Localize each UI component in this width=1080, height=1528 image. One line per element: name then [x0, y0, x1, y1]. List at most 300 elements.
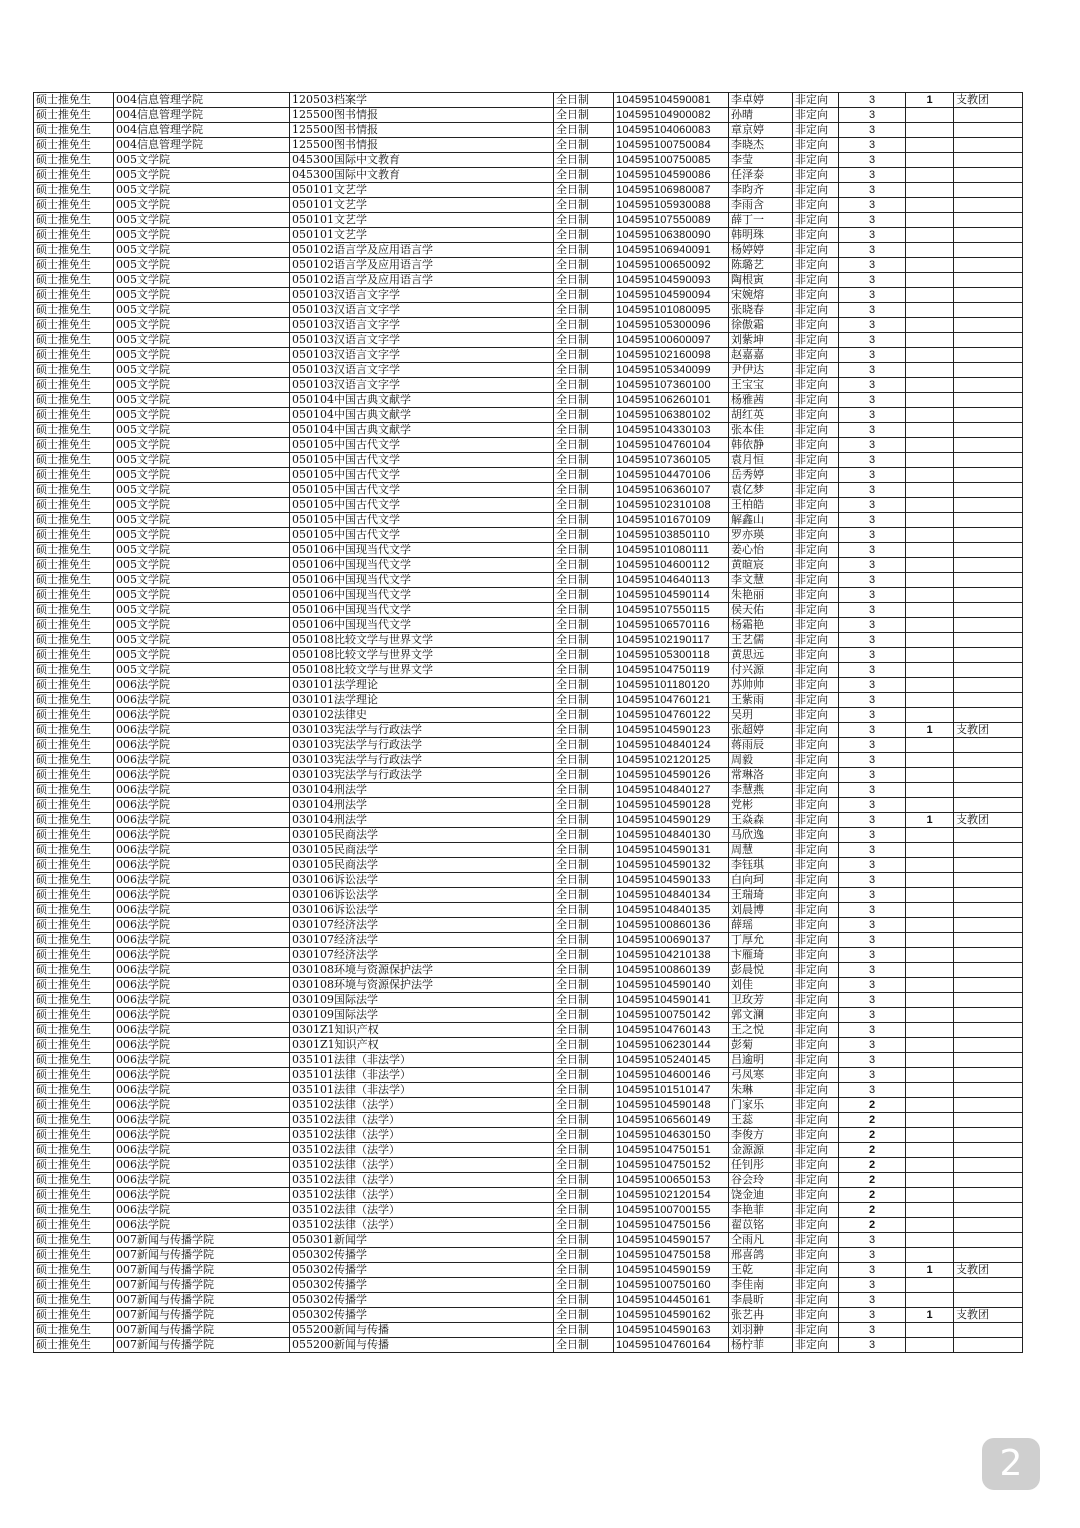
flag-cell	[906, 228, 954, 243]
major-cell: 050105中国古代文学	[290, 468, 554, 483]
study-mode-cell: 全日制	[554, 438, 614, 453]
major-cell: 035102法律（法学）	[290, 1098, 554, 1113]
student-id-cell: 104595100650153	[614, 1173, 729, 1188]
category-cell: 硕士推免生	[34, 1188, 114, 1203]
student-name-cell: 王之悦	[729, 1023, 793, 1038]
flag-cell	[906, 138, 954, 153]
study-mode-cell: 全日制	[554, 123, 614, 138]
college-cell: 006法学院	[114, 1023, 290, 1038]
student-name-cell: 王宝宝	[729, 378, 793, 393]
duration-cell: 2	[839, 1113, 906, 1128]
college-cell: 007新闻与传播学院	[114, 1263, 290, 1278]
college-cell: 007新闻与传播学院	[114, 1293, 290, 1308]
orientation-cell: 非定向	[793, 1338, 839, 1353]
table-row	[34, 633, 1023, 648]
remark-cell	[954, 468, 1023, 483]
student-id-cell: 104595100860139	[614, 963, 729, 978]
college-cell: 007新闻与传播学院	[114, 1233, 290, 1248]
study-mode-cell: 全日制	[554, 843, 614, 858]
major-cell: 050106中国现当代文学	[290, 618, 554, 633]
student-name-cell: 彭晨悦	[729, 963, 793, 978]
student-name-cell: 刘晨博	[729, 903, 793, 918]
orientation-cell: 非定向	[793, 438, 839, 453]
remark-cell	[954, 948, 1023, 963]
student-id-cell: 104595103850110	[614, 528, 729, 543]
flag-cell	[906, 123, 954, 138]
duration-cell: 3	[839, 708, 906, 723]
major-cell: 050106中国现当代文学	[290, 543, 554, 558]
major-cell: 050106中国现当代文学	[290, 603, 554, 618]
orientation-cell: 非定向	[793, 1278, 839, 1293]
study-mode-cell: 全日制	[554, 558, 614, 573]
student-name-cell: 金源源	[729, 1143, 793, 1158]
major-cell: 035102法律（法学）	[290, 1203, 554, 1218]
student-name-cell: 翟苡铭	[729, 1218, 793, 1233]
duration-cell: 2	[839, 1158, 906, 1173]
flag-cell	[906, 528, 954, 543]
table-row	[34, 1023, 1023, 1038]
college-cell: 005文学院	[114, 663, 290, 678]
remark-cell	[954, 1128, 1023, 1143]
duration-cell: 3	[839, 648, 906, 663]
major-cell: 030104刑法学	[290, 798, 554, 813]
student-id-cell: 104595106360107	[614, 483, 729, 498]
category-cell: 硕士推免生	[34, 1128, 114, 1143]
student-name-cell: 杨雅茜	[729, 393, 793, 408]
college-cell: 005文学院	[114, 543, 290, 558]
student-id-cell: 104595106570116	[614, 618, 729, 633]
duration-cell: 2	[839, 1203, 906, 1218]
major-cell: 030106诉讼法学	[290, 873, 554, 888]
remark-cell	[954, 1038, 1023, 1053]
category-cell: 硕士推免生	[34, 228, 114, 243]
college-cell: 006法学院	[114, 1038, 290, 1053]
orientation-cell: 非定向	[793, 828, 839, 843]
table-row	[34, 603, 1023, 618]
major-cell: 050103汉语言文字学	[290, 303, 554, 318]
student-id-cell: 104595105240145	[614, 1053, 729, 1068]
college-cell: 006法学院	[114, 708, 290, 723]
major-cell: 030107经济法学	[290, 918, 554, 933]
student-id-cell: 104595106230144	[614, 1038, 729, 1053]
major-cell: 030103宪法学与行政法学	[290, 723, 554, 738]
student-id-cell: 104595104590126	[614, 768, 729, 783]
student-name-cell: 常琳洛	[729, 768, 793, 783]
student-name-cell: 胡红英	[729, 408, 793, 423]
college-cell: 006法学院	[114, 1173, 290, 1188]
student-id-cell: 104595100750160	[614, 1278, 729, 1293]
student-id-cell: 104595101670109	[614, 513, 729, 528]
major-cell: 050302传播学	[290, 1278, 554, 1293]
student-id-cell: 104595107360100	[614, 378, 729, 393]
category-cell: 硕士推免生	[34, 633, 114, 648]
flag-cell: 1	[906, 1308, 954, 1323]
duration-cell: 3	[839, 1068, 906, 1083]
flag-cell	[906, 318, 954, 333]
table-row	[34, 288, 1023, 303]
major-cell: 045300国际中文教育	[290, 168, 554, 183]
student-id-cell: 104595105300118	[614, 648, 729, 663]
remark-cell	[954, 1248, 1023, 1263]
remark-cell	[954, 408, 1023, 423]
category-cell: 硕士推免生	[34, 528, 114, 543]
category-cell: 硕士推免生	[34, 768, 114, 783]
table-row	[34, 198, 1023, 213]
major-cell: 050301新闻学	[290, 1233, 554, 1248]
category-cell: 硕士推免生	[34, 348, 114, 363]
orientation-cell: 非定向	[793, 723, 839, 738]
table-row	[34, 843, 1023, 858]
remark-cell	[954, 1188, 1023, 1203]
study-mode-cell: 全日制	[554, 873, 614, 888]
student-name-cell: 张本佳	[729, 423, 793, 438]
college-cell: 006法学院	[114, 903, 290, 918]
category-cell: 硕士推免生	[34, 483, 114, 498]
student-name-cell: 章京婷	[729, 123, 793, 138]
study-mode-cell: 全日制	[554, 348, 614, 363]
student-name-cell: 郭文澜	[729, 1008, 793, 1023]
flag-cell	[906, 663, 954, 678]
major-cell: 035101法律（非法学）	[290, 1083, 554, 1098]
category-cell: 硕士推免生	[34, 1278, 114, 1293]
remark-cell	[954, 1023, 1023, 1038]
major-cell: 030109国际法学	[290, 1008, 554, 1023]
college-cell: 006法学院	[114, 1158, 290, 1173]
student-id-cell: 104595104760143	[614, 1023, 729, 1038]
study-mode-cell: 全日制	[554, 588, 614, 603]
category-cell: 硕士推免生	[34, 423, 114, 438]
study-mode-cell: 全日制	[554, 783, 614, 798]
major-cell: 030107经济法学	[290, 948, 554, 963]
duration-cell: 3	[839, 123, 906, 138]
study-mode-cell: 全日制	[554, 228, 614, 243]
student-name-cell: 王蕊	[729, 1113, 793, 1128]
college-cell: 006法学院	[114, 693, 290, 708]
student-name-cell: 卞雁琦	[729, 948, 793, 963]
duration-cell: 3	[839, 963, 906, 978]
remark-cell	[954, 513, 1023, 528]
category-cell: 硕士推免生	[34, 513, 114, 528]
orientation-cell: 非定向	[793, 753, 839, 768]
student-id-cell: 104595101080095	[614, 303, 729, 318]
orientation-cell: 非定向	[793, 993, 839, 1008]
table-row	[34, 888, 1023, 903]
college-cell: 006法学院	[114, 798, 290, 813]
major-cell: 030105民商法学	[290, 828, 554, 843]
duration-cell: 3	[839, 888, 906, 903]
duration-cell: 3	[839, 513, 906, 528]
college-cell: 006法学院	[114, 678, 290, 693]
table-row	[34, 1173, 1023, 1188]
duration-cell: 3	[839, 933, 906, 948]
flag-cell	[906, 498, 954, 513]
college-cell: 005文学院	[114, 618, 290, 633]
orientation-cell: 非定向	[793, 978, 839, 993]
orientation-cell: 非定向	[793, 468, 839, 483]
remark-cell	[954, 783, 1023, 798]
category-cell: 硕士推免生	[34, 213, 114, 228]
college-cell: 006法学院	[114, 1218, 290, 1233]
orientation-cell: 非定向	[793, 813, 839, 828]
study-mode-cell: 全日制	[554, 903, 614, 918]
student-id-cell: 104595104630150	[614, 1128, 729, 1143]
table-row	[34, 1098, 1023, 1113]
flag-cell	[906, 348, 954, 363]
table-row	[34, 858, 1023, 873]
duration-cell: 3	[839, 168, 906, 183]
student-name-cell: 李卓婷	[729, 93, 793, 108]
category-cell: 硕士推免生	[34, 723, 114, 738]
flag-cell	[906, 1158, 954, 1173]
study-mode-cell: 全日制	[554, 1188, 614, 1203]
study-mode-cell: 全日制	[554, 993, 614, 1008]
study-mode-cell: 全日制	[554, 1293, 614, 1308]
remark-cell	[954, 993, 1023, 1008]
duration-cell: 3	[839, 378, 906, 393]
student-id-cell: 104595101080111	[614, 543, 729, 558]
student-id-cell: 104595104590093	[614, 273, 729, 288]
remark-cell	[954, 828, 1023, 843]
college-cell: 006法学院	[114, 753, 290, 768]
major-cell: 0301Z1知识产权	[290, 1023, 554, 1038]
duration-cell: 2	[839, 1128, 906, 1143]
duration-cell: 3	[839, 978, 906, 993]
college-cell: 006法学院	[114, 1203, 290, 1218]
flag-cell	[906, 1038, 954, 1053]
duration-cell: 3	[839, 1323, 906, 1338]
study-mode-cell: 全日制	[554, 528, 614, 543]
study-mode-cell: 全日制	[554, 663, 614, 678]
major-cell: 030104刑法学	[290, 813, 554, 828]
duration-cell: 3	[839, 423, 906, 438]
remark-cell	[954, 1098, 1023, 1113]
study-mode-cell: 全日制	[554, 678, 614, 693]
duration-cell: 3	[839, 873, 906, 888]
remark-cell	[954, 588, 1023, 603]
major-cell: 030105民商法学	[290, 858, 554, 873]
student-id-cell: 104595104590140	[614, 978, 729, 993]
flag-cell	[906, 1053, 954, 1068]
flag-cell	[906, 183, 954, 198]
category-cell: 硕士推免生	[34, 153, 114, 168]
remark-cell	[954, 378, 1023, 393]
flag-cell	[906, 483, 954, 498]
table-row	[34, 153, 1023, 168]
flag-cell	[906, 933, 954, 948]
college-cell: 006法学院	[114, 888, 290, 903]
orientation-cell: 非定向	[793, 183, 839, 198]
student-id-cell: 104595100700155	[614, 1203, 729, 1218]
college-cell: 006法学院	[114, 738, 290, 753]
orientation-cell: 非定向	[793, 708, 839, 723]
duration-cell: 3	[839, 1038, 906, 1053]
student-name-cell: 薛瑶	[729, 918, 793, 933]
college-cell: 005文学院	[114, 318, 290, 333]
major-cell: 120503档案学	[290, 93, 554, 108]
student-id-cell: 104595104840135	[614, 903, 729, 918]
flag-cell	[906, 468, 954, 483]
student-id-cell: 104595104590132	[614, 858, 729, 873]
category-cell: 硕士推免生	[34, 588, 114, 603]
remark-cell	[954, 738, 1023, 753]
college-cell: 005文学院	[114, 333, 290, 348]
college-cell: 005文学院	[114, 183, 290, 198]
remark-cell	[954, 903, 1023, 918]
category-cell: 硕士推免生	[34, 1038, 114, 1053]
student-id-cell: 104595107550089	[614, 213, 729, 228]
flag-cell	[906, 768, 954, 783]
orientation-cell: 非定向	[793, 333, 839, 348]
table-row	[34, 1053, 1023, 1068]
table-row	[34, 528, 1023, 543]
college-cell: 005文学院	[114, 453, 290, 468]
orientation-cell: 非定向	[793, 1293, 839, 1308]
major-cell: 050106中国现当代文学	[290, 558, 554, 573]
flag-cell	[906, 1218, 954, 1233]
duration-cell: 3	[839, 198, 906, 213]
duration-cell: 3	[839, 438, 906, 453]
college-cell: 006法学院	[114, 1053, 290, 1068]
flag-cell: 1	[906, 93, 954, 108]
orientation-cell: 非定向	[793, 1038, 839, 1053]
table-row	[34, 393, 1023, 408]
page-number-badge: 2	[982, 1438, 1040, 1490]
student-name-cell: 彭菊	[729, 1038, 793, 1053]
college-cell: 005文学院	[114, 228, 290, 243]
orientation-cell: 非定向	[793, 588, 839, 603]
flag-cell	[906, 1128, 954, 1143]
student-id-cell: 104595104900082	[614, 108, 729, 123]
major-cell: 050302传播学	[290, 1263, 554, 1278]
orientation-cell: 非定向	[793, 963, 839, 978]
major-cell: 050106中国现当代文学	[290, 573, 554, 588]
study-mode-cell: 全日制	[554, 918, 614, 933]
duration-cell: 3	[839, 333, 906, 348]
college-cell: 005文学院	[114, 573, 290, 588]
student-id-cell: 104595105930088	[614, 198, 729, 213]
remark-cell	[954, 393, 1023, 408]
student-name-cell: 周毅	[729, 753, 793, 768]
category-cell: 硕士推免生	[34, 648, 114, 663]
orientation-cell: 非定向	[793, 633, 839, 648]
college-cell: 005文学院	[114, 303, 290, 318]
major-cell: 050103汉语言文字学	[290, 333, 554, 348]
study-mode-cell: 全日制	[554, 93, 614, 108]
study-mode-cell: 全日制	[554, 753, 614, 768]
duration-cell: 2	[839, 1188, 906, 1203]
student-name-cell: 李晨昕	[729, 1293, 793, 1308]
orientation-cell: 非定向	[793, 1218, 839, 1233]
roster-table	[33, 92, 1023, 1353]
duration-cell: 3	[839, 858, 906, 873]
orientation-cell: 非定向	[793, 1113, 839, 1128]
college-cell: 005文学院	[114, 603, 290, 618]
major-cell: 035102法律（法学）	[290, 1128, 554, 1143]
category-cell: 硕士推免生	[34, 573, 114, 588]
orientation-cell: 非定向	[793, 408, 839, 423]
table-row	[34, 483, 1023, 498]
student-id-cell: 104595104590123	[614, 723, 729, 738]
flag-cell	[906, 168, 954, 183]
student-id-cell: 104595104750158	[614, 1248, 729, 1263]
remark-cell	[954, 1083, 1023, 1098]
flag-cell	[906, 1143, 954, 1158]
study-mode-cell: 全日制	[554, 1038, 614, 1053]
student-id-cell: 104595104210138	[614, 948, 729, 963]
study-mode-cell: 全日制	[554, 933, 614, 948]
student-id-cell: 104595106560149	[614, 1113, 729, 1128]
major-cell: 125500图书情报	[290, 108, 554, 123]
remark-cell	[954, 258, 1023, 273]
table-row	[34, 498, 1023, 513]
college-cell: 007新闻与传播学院	[114, 1248, 290, 1263]
remark-cell: 支教团	[954, 813, 1023, 828]
orientation-cell: 非定向	[793, 1248, 839, 1263]
flag-cell	[906, 393, 954, 408]
category-cell: 硕士推免生	[34, 948, 114, 963]
table-row	[34, 378, 1023, 393]
study-mode-cell: 全日制	[554, 273, 614, 288]
table-row	[34, 768, 1023, 783]
remark-cell	[954, 123, 1023, 138]
category-cell: 硕士推免生	[34, 1293, 114, 1308]
student-id-cell: 104595104590086	[614, 168, 729, 183]
table-row	[34, 1188, 1023, 1203]
student-id-cell: 104595100600097	[614, 333, 729, 348]
student-id-cell: 104595104750152	[614, 1158, 729, 1173]
table-row	[34, 438, 1023, 453]
major-cell: 050302传播学	[290, 1308, 554, 1323]
study-mode-cell: 全日制	[554, 138, 614, 153]
duration-cell: 3	[839, 693, 906, 708]
study-mode-cell: 全日制	[554, 468, 614, 483]
duration-cell: 3	[839, 1023, 906, 1038]
duration-cell: 3	[839, 1308, 906, 1323]
category-cell: 硕士推免生	[34, 333, 114, 348]
college-cell: 005文学院	[114, 243, 290, 258]
student-name-cell: 李俊方	[729, 1128, 793, 1143]
college-cell: 006法学院	[114, 918, 290, 933]
table-row	[34, 828, 1023, 843]
category-cell: 硕士推免生	[34, 858, 114, 873]
student-id-cell: 104595106980087	[614, 183, 729, 198]
duration-cell: 3	[839, 948, 906, 963]
student-id-cell: 104595100650092	[614, 258, 729, 273]
study-mode-cell: 全日制	[554, 168, 614, 183]
duration-cell: 3	[839, 108, 906, 123]
student-name-cell: 杨霜艳	[729, 618, 793, 633]
orientation-cell: 非定向	[793, 1083, 839, 1098]
remark-cell	[954, 1233, 1023, 1248]
table-row	[34, 573, 1023, 588]
student-name-cell: 丁厚允	[729, 933, 793, 948]
college-cell: 007新闻与传播学院	[114, 1323, 290, 1338]
duration-cell: 3	[839, 1233, 906, 1248]
category-cell: 硕士推免生	[34, 1308, 114, 1323]
flag-cell	[906, 843, 954, 858]
category-cell: 硕士推免生	[34, 1143, 114, 1158]
duration-cell: 3	[839, 348, 906, 363]
orientation-cell: 非定向	[793, 693, 839, 708]
orientation-cell: 非定向	[793, 843, 839, 858]
major-cell: 035101法律（非法学）	[290, 1053, 554, 1068]
orientation-cell: 非定向	[793, 1233, 839, 1248]
duration-cell: 3	[839, 153, 906, 168]
study-mode-cell: 全日制	[554, 483, 614, 498]
flag-cell	[906, 708, 954, 723]
student-name-cell: 任钊彤	[729, 1158, 793, 1173]
category-cell: 硕士推免生	[34, 408, 114, 423]
